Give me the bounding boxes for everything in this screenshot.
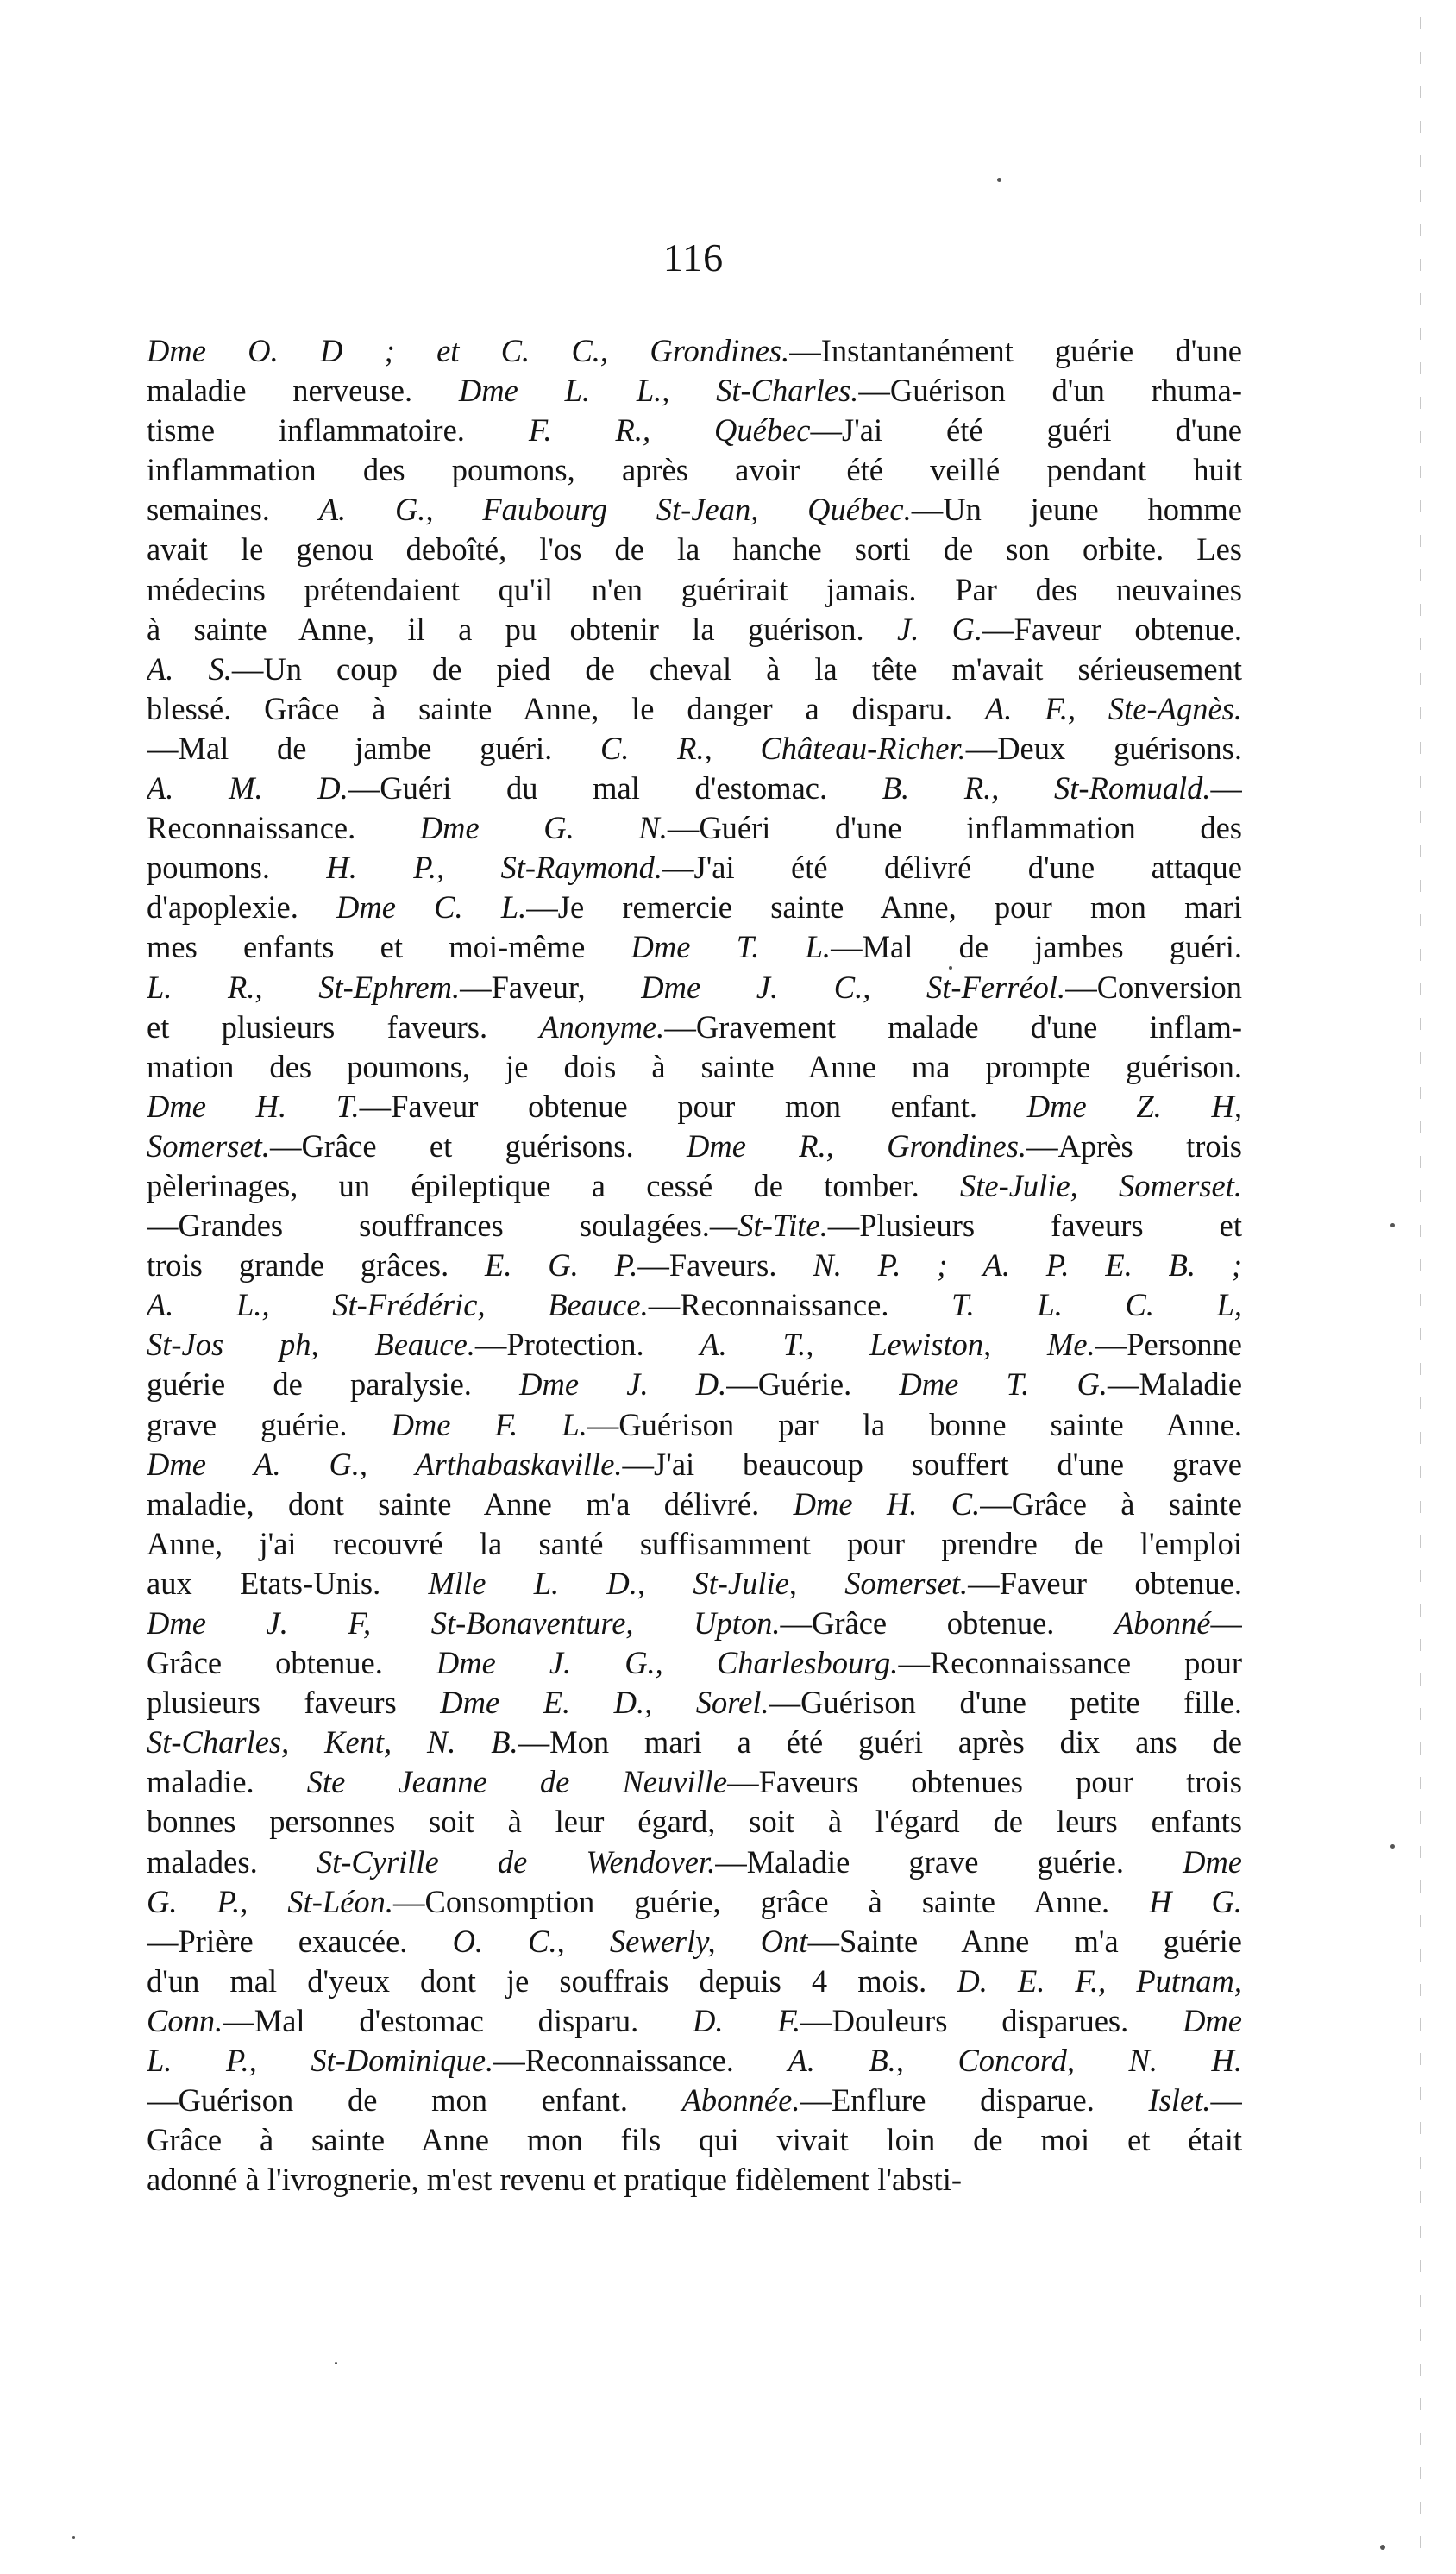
italic-text-segment: —St-Tite. [709,1208,828,1244]
text-segment: —Mal d'estomac disparu. [223,2002,693,2038]
text-segment: inflammation des poumons, après avoir été veillé pendant huit [147,452,1242,488]
text-segment: pèlerinages, un épileptique a cessé de tomber. [147,1167,960,1203]
italic-text-segment: L. P., St-Dominique. [147,2043,494,2079]
text-line [147,490,1242,530]
text-segment: —Un coup de pied de cheval à la tête m'avait sérieusement [231,650,1242,687]
text-segment: Grâce à sainte Anne mon fils qui vivait loin de moi et était [147,2122,1242,2158]
text-segment: —Enflure disparue. [800,2082,1149,2119]
text-line [147,1802,1242,1842]
italic-text-segment: Dme H. C. [793,1485,981,1522]
text-segment: —Instantanément guérie d'une [789,333,1242,368]
italic-text-segment: Mlle L. D., St-Julie, Somerset. [428,1565,969,1601]
text-line [147,570,1242,610]
text-segment: aux Etats-Unis. [147,1565,429,1601]
italic-text-segment: Dme R., Grondines. [687,1127,1027,1164]
page-edge-mark [1420,17,1421,2553]
text-line [147,411,1242,450]
text-segment: —Douleurs disparues. [800,2002,1183,2038]
italic-text-segment: F. R., Québec [528,412,811,449]
italic-text-segment: Dme J. G., Charlesbourg. [436,1645,899,1681]
text-segment: —Grâce et guérisons. [269,1127,687,1164]
text-line [147,530,1242,569]
italic-text-segment: A. M. D. [147,770,348,807]
text-segment: —Sainte Anne m'a guérie [807,1923,1242,1959]
text-segment: semaines. [147,492,319,528]
text-line [147,968,1242,1008]
print-speck [1390,1223,1395,1227]
text-segment: adonné à l'ivrognerie, m'est revenu et pratique fidèlement l'absti- [147,2162,963,2198]
italic-text-segment: H G. [1149,1883,1242,1919]
text-segment: avait le genou deboîté, l'os de la hanche sorti de son orbite. Les [147,531,1242,568]
text-segment: —Maladie [1107,1366,1242,1403]
text-segment: malades. [147,1843,317,1880]
text-line [147,450,1242,490]
text-line [147,1604,1242,1643]
text-segment: —Conversion [1065,969,1242,1005]
text-line [147,331,1242,371]
italic-text-segment: Islet. [1148,2082,1211,2119]
text-segment: —Grandes souffrances soulagées. [147,1208,710,1244]
text-segment: poumons. [147,850,327,886]
text-segment: —Guérison de mon enfant. [147,2082,682,2119]
text-segment: —Faveur obtenue. [968,1565,1242,1601]
text-segment: —Mal de jambes guéri. [831,929,1242,965]
print-speck [335,2362,337,2364]
text-segment: —Guérison d'une petite fille. [769,1685,1242,1721]
text-segment: guérie de paralysie. [147,1366,520,1403]
text-segment: —Plusieurs faveurs et [827,1208,1242,1244]
text-segment: maladie nerveuse. [147,373,459,409]
text-segment: maladie. [147,1764,307,1800]
text-line [147,1564,1242,1604]
italic-text-segment: A. F., Ste-Agnès. [984,690,1242,726]
text-segment: — [1210,1605,1242,1641]
text-line [147,689,1242,729]
italic-text-segment: A. G., Faubourg St-Jean, Québec. [318,492,912,528]
text-line [147,2160,1242,2200]
italic-text-segment: Dme O. D ; et C. C., Grondines. [147,333,790,368]
italic-text-segment: A. T., Lewiston, Me. [700,1327,1095,1363]
text-segment: —Guéri du mal d'estomac. [348,770,882,807]
italic-text-segment: St-Cyrille de Wendover. [316,1843,716,1880]
italic-text-segment: Somerset. [147,1127,270,1164]
italic-text-segment: Dme J. F, St-Bonaventure, Upton. [147,1605,781,1641]
text-segment: —Grâce à sainte [980,1485,1242,1522]
italic-text-segment: N. P. ; A. P. E. B. ; [813,1247,1242,1284]
text-line [147,1285,1242,1325]
text-segment: tisme inflammatoire. [147,412,529,449]
print-speck [72,2536,75,2539]
text-line [147,848,1242,888]
text-segment: mes enfants et moi-même [147,929,631,965]
italic-text-segment: Dme C. L. [336,889,527,926]
italic-text-segment: Dme J. D. [519,1366,727,1403]
text-segment: —Consomption guérie, grâce à sainte Anne. [393,1883,1150,1919]
text-line [147,2081,1242,2120]
text-line [147,1485,1242,1524]
text-segment: — [1210,2082,1242,2119]
text-segment: —Protection. [474,1327,700,1363]
text-segment: plusieurs faveurs [147,1685,441,1721]
text-line [147,1643,1242,1683]
italic-text-segment: A. L., St-Frédéric, Beauce. [147,1287,649,1323]
text-line [147,371,1242,411]
text-line [147,650,1242,689]
text-line [147,2120,1242,2160]
text-segment: et plusieurs faveurs. [147,1008,540,1045]
italic-text-segment: Dme [1183,2002,1242,2038]
text-segment: —Je remercie sainte Anne, pour mon mari [526,889,1242,926]
text-segment: —Reconnaissance pour [898,1645,1242,1681]
text-segment: —Prière exaucée. [147,1923,453,1959]
text-segment: mation des poumons, je dois à sainte Anne ma prompte guérison. [147,1048,1242,1084]
text-segment: —Faveurs. [637,1247,813,1284]
italic-text-segment: H. P., St-Raymond. [326,850,663,886]
text-segment: maladie, dont sainte Anne m'a délivré. [147,1485,794,1522]
italic-text-segment: B. R., St-Romuald. [882,770,1211,807]
italic-text-segment: Ste-Julie, Somerset. [959,1167,1242,1203]
text-line [147,1762,1242,1802]
text-segment: d'un mal d'yeux dont je souffrais depuis 4 mois. [147,1962,957,1999]
italic-text-segment: Abonnée. [681,2082,800,2119]
text-segment: —Reconnaissance. [493,2043,788,2079]
text-segment: —Gravement malade d'une inflam- [664,1008,1242,1045]
text-segment: d'apoplexie. [147,889,337,926]
italic-text-segment: C. R., Château-Richer. [599,730,966,766]
italic-text-segment: Dme L. L., St-Charles. [458,373,859,409]
text-segment: —Mal de jambe guéri. [147,730,600,766]
text-segment: —Guéri d'une inflammation des [667,810,1242,846]
text-line [147,1325,1242,1365]
text-segment: bonnes personnes soit à leur égard, soit à l'égard de leurs enfants [147,1804,1242,1840]
text-segment: —Faveurs obtenues pour trois [727,1764,1242,1800]
text-segment: médecins prétendaient qu'il n'en guérirait jamais. Par des neuvaines [147,571,1242,607]
text-segment: —Après trois [1026,1127,1242,1164]
text-segment: —Guérison par la bonne sainte Anne. [587,1406,1242,1442]
italic-text-segment: Dme A. G., Arthabaskaville. [147,1446,623,1482]
text-line [147,2001,1242,2041]
text-segment: —Un jeune homme [911,492,1242,528]
italic-text-segment: Conn. [147,2002,223,2038]
text-line [147,927,1242,967]
text-line [147,808,1242,848]
body-text [147,331,1242,2200]
italic-text-segment: Anonyme. [539,1008,665,1045]
italic-text-segment: Ste Jeanne de Neuville [306,1764,728,1800]
text-segment: —Guérie. [726,1366,900,1403]
text-line [147,1843,1242,1882]
text-line [147,1922,1242,1962]
italic-text-segment: T. L. C. L, [951,1287,1242,1323]
text-segment: blessé. Grâce à sainte Anne, le danger a disparu. [147,690,985,726]
italic-text-segment: Dme T. G. [899,1366,1108,1403]
text-segment: —Maladie grave guérie. [715,1843,1183,1880]
text-segment: —Faveur obtenue pour mon enfant. [359,1088,1027,1124]
text-line [147,1882,1242,1922]
text-line [147,1962,1242,2001]
text-segment: —J'ai été guéri d'une [810,412,1242,449]
text-segment: —Reconnaissance. [648,1287,952,1323]
text-segment: —Faveur obtenue. [982,611,1242,647]
text-segment: —Personne [1095,1327,1242,1363]
print-speck [997,178,1001,182]
italic-text-segment: D. F. [693,2002,801,2038]
text-segment: Grâce obtenue. [147,1645,436,1681]
text-line [147,610,1242,650]
text-line [147,1723,1242,1762]
text-line [147,729,1242,769]
text-line [147,1127,1242,1166]
text-segment: —J'ai beaucoup souffert d'une grave [622,1446,1242,1482]
italic-text-segment: E. G. P. [485,1247,638,1284]
text-segment: Anne, j'ai recouvré la santé suffisamment pour prendre de l'emploi [147,1525,1242,1561]
italic-text-segment: G. P., St-Léon. [147,1883,394,1919]
text-line [147,1405,1242,1445]
italic-text-segment: D. E. F., Putnam, [957,1962,1242,1999]
italic-text-segment: J. G. [897,611,983,647]
text-line [147,769,1242,808]
text-line [147,1047,1242,1087]
text-line [147,888,1242,927]
text-line [147,1524,1242,1564]
italic-text-segment: Dme F. L. [391,1406,587,1442]
text-line [147,1246,1242,1285]
print-speck [949,966,952,970]
text-line [147,1445,1242,1485]
print-speck [1390,1844,1395,1849]
italic-text-segment: A. S. [147,650,232,687]
text-segment: —Grâce obtenue. [780,1605,1114,1641]
text-line [147,1087,1242,1127]
italic-text-segment: A. B., Concord, N. H. [788,2043,1242,2079]
italic-text-segment: Dme Z. H, [1026,1088,1242,1124]
italic-text-segment: Abonné [1114,1605,1211,1641]
text-line [147,1206,1242,1246]
text-line [147,1365,1242,1404]
text-line [147,1683,1242,1723]
text-segment: —Deux guérisons. [965,730,1242,766]
italic-text-segment: St-Charles, Kent, N. B. [147,1724,518,1761]
text-line [147,1008,1242,1047]
italic-text-segment: St-Jos ph, Beauce. [147,1327,475,1363]
italic-text-segment: Dme G. N. [419,810,668,846]
text-segment: à sainte Anne, il a pu obtenir la guérison. [147,611,897,647]
italic-text-segment: Dme [1183,1843,1242,1880]
text-segment: —Mon mari a été guéri après dix ans de [518,1724,1242,1761]
italic-text-segment: Dme E. D., Sorel. [440,1685,769,1721]
italic-text-segment: Dme J. C., St-Ferréol. [641,969,1066,1005]
text-segment: —Faveur, [460,969,642,1005]
italic-text-segment: O. C., Sewerly, Ont [452,1923,808,1959]
text-line [147,2041,1242,2081]
text-segment: trois grande grâces. [147,1247,486,1284]
text-segment: Reconnaissance. [147,810,420,846]
text-line [147,1166,1242,1206]
text-segment: —J'ai été délivré d'une attaque [662,850,1242,886]
page-number: 116 [662,235,725,279]
italic-text-segment: Dme T. L. [631,929,832,965]
text-segment: —Guérison d'un rhuma- [858,373,1242,409]
text-segment: grave guérie. [147,1406,392,1442]
italic-text-segment: Dme H. T. [147,1088,360,1124]
italic-text-segment: L. R., St-Ephrem. [147,969,461,1005]
text-segment: — [1210,770,1242,807]
print-speck [1380,2545,1385,2550]
